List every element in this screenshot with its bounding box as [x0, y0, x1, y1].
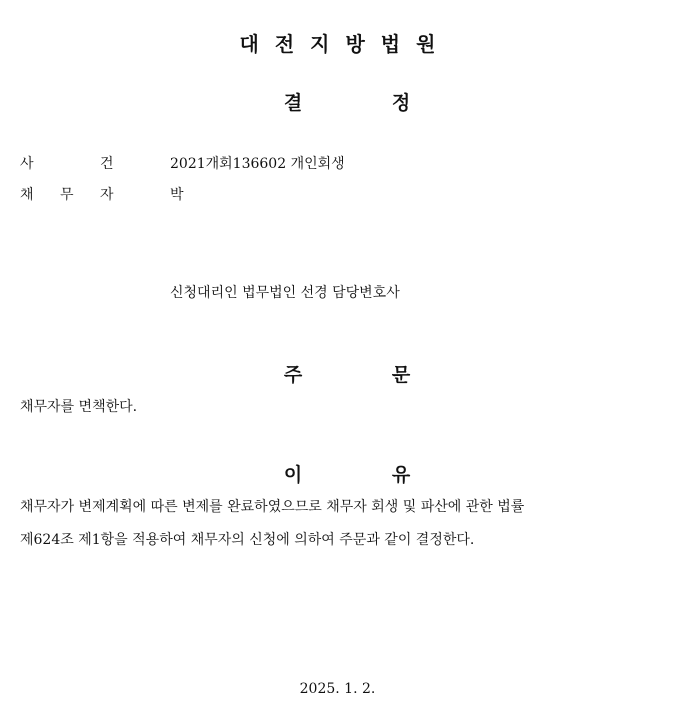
- debtor-label-char-3: 자: [100, 187, 114, 203]
- debtor-name-value: 박: [170, 187, 184, 203]
- reason-heading-char-2: 유: [391, 464, 411, 486]
- case-label-char-2: 건: [100, 156, 114, 172]
- order-heading-char-1: 주: [283, 364, 303, 386]
- reason-line-2: 제624조 제1항을 적용하여 채무자의 신청에 의하여 주문과 같이 결정한다.: [20, 532, 475, 548]
- decision-heading-char-2: 정: [391, 92, 411, 114]
- reason-line-1: 채무자가 변제계획에 따른 변제를 완료하였으므로 채무자 회생 및 파산에 관한 법률: [20, 499, 525, 515]
- reason-heading-char-1: 이: [283, 464, 303, 486]
- court-name-title: 대전지방법원: [239, 32, 452, 56]
- decision-heading-char-1: 결: [283, 92, 303, 114]
- representative-line: 신청대리인 법무법인 선경 담당변호사: [170, 285, 400, 301]
- order-text: 채무자를 면책한다.: [20, 399, 138, 415]
- decision-date: 2025. 1. 2.: [299, 681, 376, 697]
- case-number-value: 2021개회136602 개인회생: [170, 156, 345, 172]
- debtor-label-char-1: 채: [20, 187, 34, 203]
- order-heading-char-2: 문: [391, 364, 411, 386]
- case-label-char-1: 사: [20, 156, 34, 172]
- debtor-label-char-2: 무: [60, 187, 74, 203]
